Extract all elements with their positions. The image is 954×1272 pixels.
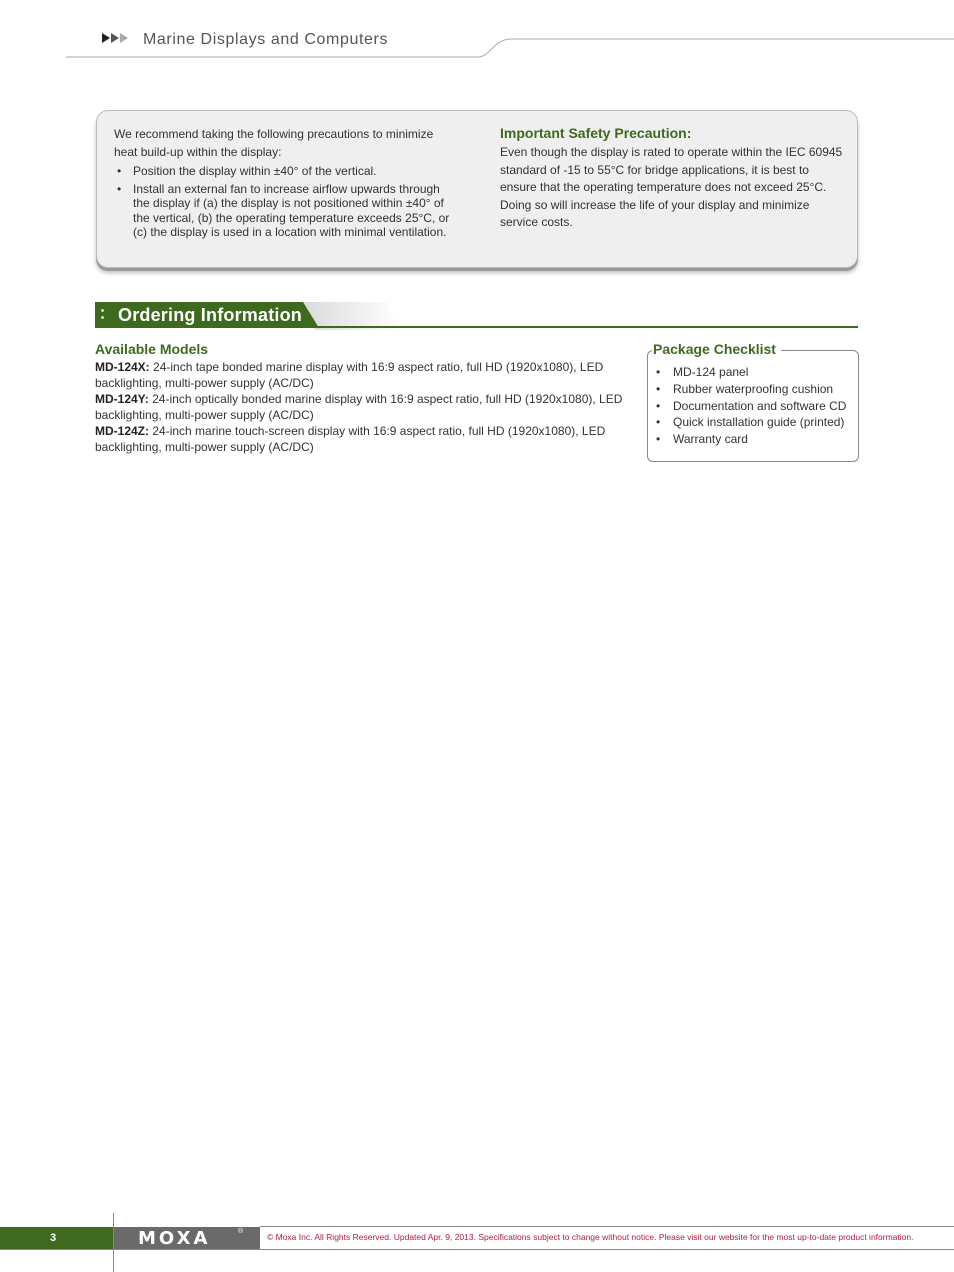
list-item: • Warranty card [656, 431, 846, 448]
page-number-badge [0, 1227, 113, 1249]
list-item: • Install an external fan to increase airflow upwards through the display if (a) the display is not positioned within ±40° of the vertical, (b) the operating temperature exceeds 25°C, or (c) the display is used in a location with minimal ventilation. [114, 182, 459, 240]
model-desc: 24-inch tape bonded marine display with 16:9 aspect ratio, full HD (1920x1080), LED backlighting, multi-power supply (AC/DC) [95, 360, 604, 390]
model-entry [95, 391, 625, 423]
model-desc: 24-inch marine touch-screen display with 16:9 aspect ratio, full HD (1920x1080), LED backlighting, multi-power supply (AC/DC) [95, 424, 606, 454]
page-number: 3 [50, 1232, 57, 1244]
safety-precaution [500, 125, 845, 232]
model-code: MD-124Z: [95, 424, 150, 438]
list-item: • Documentation and software CD [656, 398, 846, 415]
list-item: • Rubber waterproofing cushion [656, 381, 846, 398]
precautions-box [96, 110, 858, 268]
registered-mark: ® [238, 1228, 244, 1235]
model-code: MD-124X: [95, 360, 150, 374]
moxa-logo [114, 1227, 260, 1249]
model-code: MD-124Y: [95, 392, 149, 406]
header-rule [0, 30, 954, 62]
section-title: Ordering Information [118, 305, 302, 325]
precautions-intro: We recommend taking the following precautions to minimize heat build-up within the display: [114, 127, 434, 159]
copyright-text: © Moxa Inc. All Rights Reserved. Updated Apr. 9, 2013. Specifications subject to change without notice. Please visit our website for the most up-to-date product information. [267, 1232, 914, 1242]
models-title: Available Models [95, 341, 209, 357]
model-entry [95, 359, 625, 391]
checklist-title: Package Checklist [652, 341, 781, 357]
available-models [95, 341, 625, 455]
section-rule [95, 326, 858, 328]
model-entry [95, 423, 625, 455]
safety-title: Important Safety Precaution: [500, 125, 692, 141]
footer-rule-bottom [0, 1249, 954, 1250]
list-item: • Quick installation guide (printed) [656, 414, 846, 431]
list-item: • Position the display within ±40° of the vertical. [114, 164, 459, 179]
model-desc: 24-inch optically bonded marine display with 16:9 aspect ratio, full HD (1920x1080), LED backlighting, multi-power supply (AC/DC) [95, 392, 623, 422]
checklist-list [656, 364, 846, 448]
precautions-list [114, 164, 459, 240]
precautions-left [114, 125, 459, 243]
list-item: • MD-124 panel [656, 364, 846, 381]
section-dots-icon [101, 309, 104, 323]
header-title: Marine Displays and Computers [143, 31, 389, 48]
logo-text: MOXA [138, 1228, 211, 1249]
safety-text: Even though the display is rated to operate within the IEC 60945 standard of -15 to 55°C for bridge applications, it is best to ensure that the operating temperature does not exceed 25°C. Doing so will increase the life of your display and minimize service costs. [500, 145, 843, 229]
footer-rule-top [260, 1226, 954, 1227]
